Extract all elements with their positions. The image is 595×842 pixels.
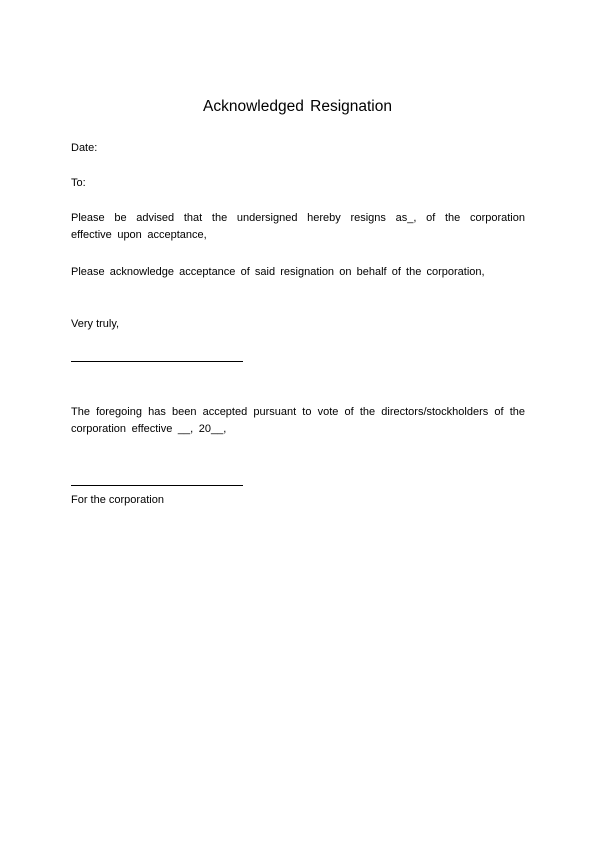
acknowledge-paragraph: Please acknowledge acceptance of said resignation on behalf of the corporation, [71,266,485,278]
date-label: Date: [71,142,98,154]
document-title: Acknowledged Resignation [203,98,392,115]
acceptance-paragraph: The foregoing has been accepted pursuant to vote of the directors/stockholders of the corporation effective __, 20__, [71,406,525,435]
resignation-paragraph: Please be advised that the undersigned hereby resigns as_, of the corporation effective upon acceptance, [71,212,525,241]
corporation-label: For the corporation [71,494,164,506]
closing-text: Very truly, [71,318,120,330]
to-label: To: [71,177,86,189]
signature-line [71,361,243,362]
corporation-signature-line [71,485,243,486]
